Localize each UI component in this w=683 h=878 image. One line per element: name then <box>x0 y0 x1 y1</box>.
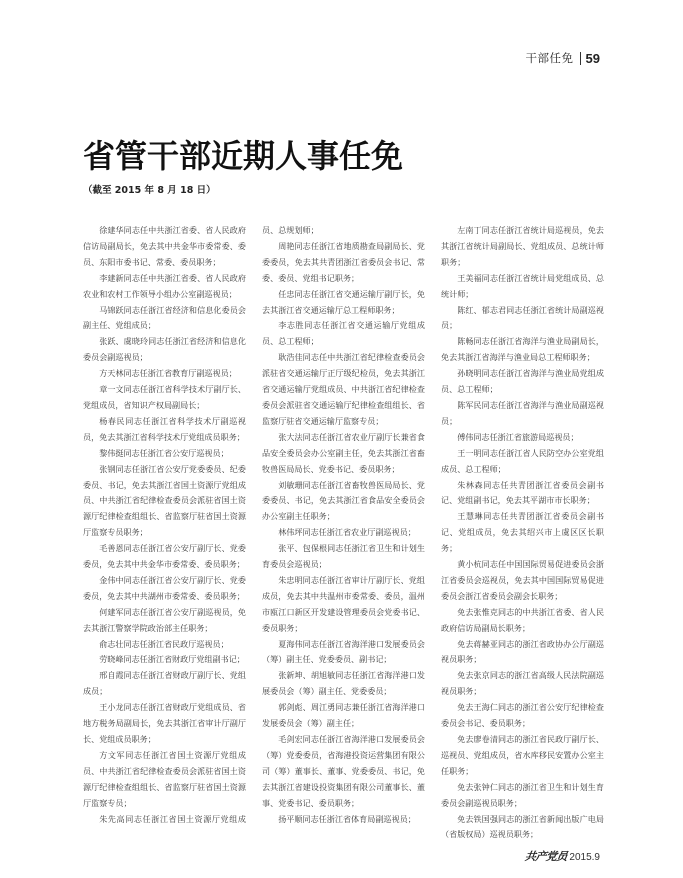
header-divider <box>580 52 581 65</box>
appointment-item: 夏海伟同志任浙江省海洋港口发展委员会（筹）副主任、党委委员、副书记； <box>262 638 425 665</box>
appointment-item: 朱先高同志任浙江省国土资源厅党组成 <box>99 813 246 824</box>
appointment-item: 郭剑彪、周江勇同志兼任浙江省海洋港口发展委员会（筹）副主任； <box>262 702 425 729</box>
article-title: 省管干部近期人事任免 <box>83 137 404 175</box>
appointment-item: 俞志壮同志任浙江省民政厅巡视员； <box>99 638 229 649</box>
appointment-item: 免去张惟克同志的中共浙江省委、省人民政府信访局副局长职务； <box>441 606 604 633</box>
appointment-item: 张跃、虞晓玲同志任浙江省经济和信息化委员会副巡视员； <box>83 336 246 363</box>
appointment-item: 免去蒋赫亚同志的浙江省政协办公厅副巡视员职务； <box>441 638 604 665</box>
appointment-item: 免去廖卷清同志的浙江省民政厅副厅长、巡视员、党组成员，省水库移民安置办公室主任职务； <box>441 734 604 776</box>
appointment-item: 方文军同志任浙江省国土资源厅党组成员、中共浙江省纪律检查委员会派驻省国土资源厅纪律检查组组长、省监察厅驻省国土资源厅监察专员； <box>83 749 246 808</box>
appointment-item: 耿浩佳同志任中共浙江省纪律检查委员会派驻省交通运输厅正厅级纪检员，免去其浙江省交通运输厅党组成员、中共浙江省纪律检查委员会派驻省交通运输厅纪律检查组组长、省监察厅驻省交通运输厅监察专员； <box>262 352 425 426</box>
appointment-item: 王小龙同志任浙江省财政厅党组成员、省地方税务局副局长，免去其浙江省审计厅副厅长、党组成员职务； <box>83 702 246 744</box>
appointment-item: 徐建华同志任中共浙江省委、省人民政府信访局副局长，免去其中共金华市委常委、委员、东阳市委书记、常委、委员职务； <box>83 225 246 267</box>
appointment-item: 邢自霞同志任浙江省财政厅副厅长、党组成员； <box>83 670 246 697</box>
section-label: 干部任免 <box>525 51 574 65</box>
page-footer <box>525 848 600 864</box>
appointment-item: 免去铁国强同志的浙江省新闻出版广电局（省版权局）巡视员职务； <box>441 813 604 840</box>
issue-number: 2015.9 <box>569 852 600 863</box>
appointment-item: 陈红、郁志君同志任浙江省统计局副巡视员； <box>441 304 604 331</box>
appointment-item: 林伟坪同志任浙江省农业厅副巡视员； <box>278 527 416 538</box>
appointment-item: 免去张钟仁同志的浙江省卫生和计划生育委员会副巡视员职务； <box>441 781 604 808</box>
appointment-item: 章一文同志任浙江省科学技术厅副厅长、党组成员，省知识产权局副局长； <box>83 384 246 410</box>
appointment-item: 左南丁同志任浙江省统计局巡视员，免去其浙江省统计局副局长、党组成员、总统计师职务； <box>441 225 604 267</box>
appointment-item: 朱林森同志任共青团浙江省委员会副书记、党组副书记，免去其平湖市市长职务； <box>441 479 604 506</box>
appointment-item: 李建新同志任中共浙江省委、省人民政府农业和农村工作领导小组办公室副巡视员； <box>83 272 246 299</box>
appointment-item: 黎伟挺同志任浙江省公安厅巡视员； <box>99 447 229 458</box>
appointment-item: 张大法同志任浙江省农业厅副厅长兼省食品安全委员会办公室副主任，免去其浙江省畜牧兽医局局长、党委书记、委员职务； <box>262 431 425 474</box>
appointment-item: 金伟中同志任浙江省公安厅副厅长、党委委员，免去其中共湖州市委常委、委员职务； <box>83 574 246 601</box>
page-header <box>526 50 600 66</box>
appointment-item: 毛剑宏同志任浙江省海洋港口发展委员会（筹）党委委员，省海港投资运营集团有限公司（筹）董事长、董事、党委委员、书记，免去其浙江省建设投资集团有限公司董事长、董事、党委书记、委员职务； <box>262 734 425 808</box>
text-column-1 <box>83 223 246 827</box>
appointment-item: 孙晓明同志任浙江省海洋与渔业局党组成员、总工程师； <box>441 368 604 395</box>
appointment-item: 刘敏珊同志任浙江省畜牧兽医局局长、党委委员、书记，免去其浙江省食品安全委员会办公室副主任职务； <box>262 479 425 522</box>
appointment-item: 毛善恩同志任浙江省公安厅副厅长、党委委员，免去其中共金华市委常委、委员职务； <box>83 543 246 570</box>
appointment-item-continued: 员、总规划师； <box>262 225 319 235</box>
appointment-item: 张新坤、胡旭敏同志任浙江省海洋港口发展委员会（筹）副主任、党委委员； <box>262 670 425 697</box>
appointment-item: 王一明同志任浙江省人民防空办公室党组成员、总工程师； <box>441 447 604 474</box>
appointment-item: 任忠同志任浙江省交通运输厅副厅长，免去其浙江省交通运输厅总工程师职务； <box>262 288 425 315</box>
appointment-item: 劳晓峰同志任浙江省财政厅党组副书记； <box>99 654 245 665</box>
text-column-3 <box>441 223 604 843</box>
page-number: 59 <box>585 50 600 66</box>
appointment-item: 何建军同志任浙江省公安厅副巡视员，免去其浙江警察学院政治部主任职务； <box>83 606 246 633</box>
appointment-item: 张钢同志任浙江省公安厅党委委员、纪委委员、书记，免去其浙江省国土资源厅党组成员、中共浙江省纪律检查委员会派驻省国土资源厅纪律检查组组长、省监察厅驻省国土资源厅监察专员职务； <box>83 463 246 538</box>
appointment-item: 张平、包保根同志任浙江省卫生和计划生育委员会巡视员； <box>262 543 425 570</box>
appointment-item: 扬平顺同志任浙江省体育局副巡视员； <box>278 813 416 824</box>
appointment-item: 王慧琳同志任共青团浙江省委员会副书记、党组成员，免去其绍兴市上虞区区长职务； <box>441 511 604 554</box>
appointment-item: 免去王海仁同志的浙江省公安厅纪律检查委员会书记、委员职务； <box>441 702 604 729</box>
appointment-item: 周艳同志任浙江省地质勘查局副局长、党委委员，免去其共青团浙江省委员会书记、常委、委员、党组书记职务； <box>262 240 425 283</box>
appointment-item: 方天林同志任浙江省教育厅副巡视员； <box>99 368 237 379</box>
article-dateline: （截至 2015 年 8 月 18 日） <box>83 185 216 196</box>
magazine-logo: 共产党员 <box>524 850 569 863</box>
appointment-item: 傅伟同志任浙江省旅游局巡视员； <box>457 431 579 442</box>
appointment-item: 李志胜同志任浙江省交通运输厅党组成员、总工程师； <box>262 320 425 347</box>
appointment-item: 朱忠明同志任浙江省审计厅副厅长、党组成员，免去其中共温州市委常委、委员，温州市瓯江口新区开发建设管理委员会党委书记、委员职务； <box>262 574 425 633</box>
appointment-item: 杨春民同志任浙江省科学技术厅副巡视员，免去其浙江省科学技术厅党组成员职务； <box>83 415 246 442</box>
appointment-item: 陈畅同志任浙江省海洋与渔业局副局长，免去其浙江省海洋与渔业局总工程师职务； <box>441 336 604 363</box>
appointment-item: 王美福同志任浙江省统计局党组成员、总统计师； <box>441 272 604 299</box>
appointment-item: 免去张京同志的浙江省高级人民法院副巡视员职务； <box>441 670 604 697</box>
appointment-item: 陈军民同志任浙江省海洋与渔业局副巡视员； <box>441 399 604 426</box>
appointment-item: 黄小杭同志任中国国际贸易促进委员会浙江省委员会巡视员，免去其中国国际贸易促进委员会浙江省委员会副会长职务； <box>441 559 604 601</box>
text-column-2 <box>262 223 425 827</box>
appointment-item: 马锦跃同志任浙江省经济和信息化委员会副主任、党组成员； <box>83 304 246 331</box>
